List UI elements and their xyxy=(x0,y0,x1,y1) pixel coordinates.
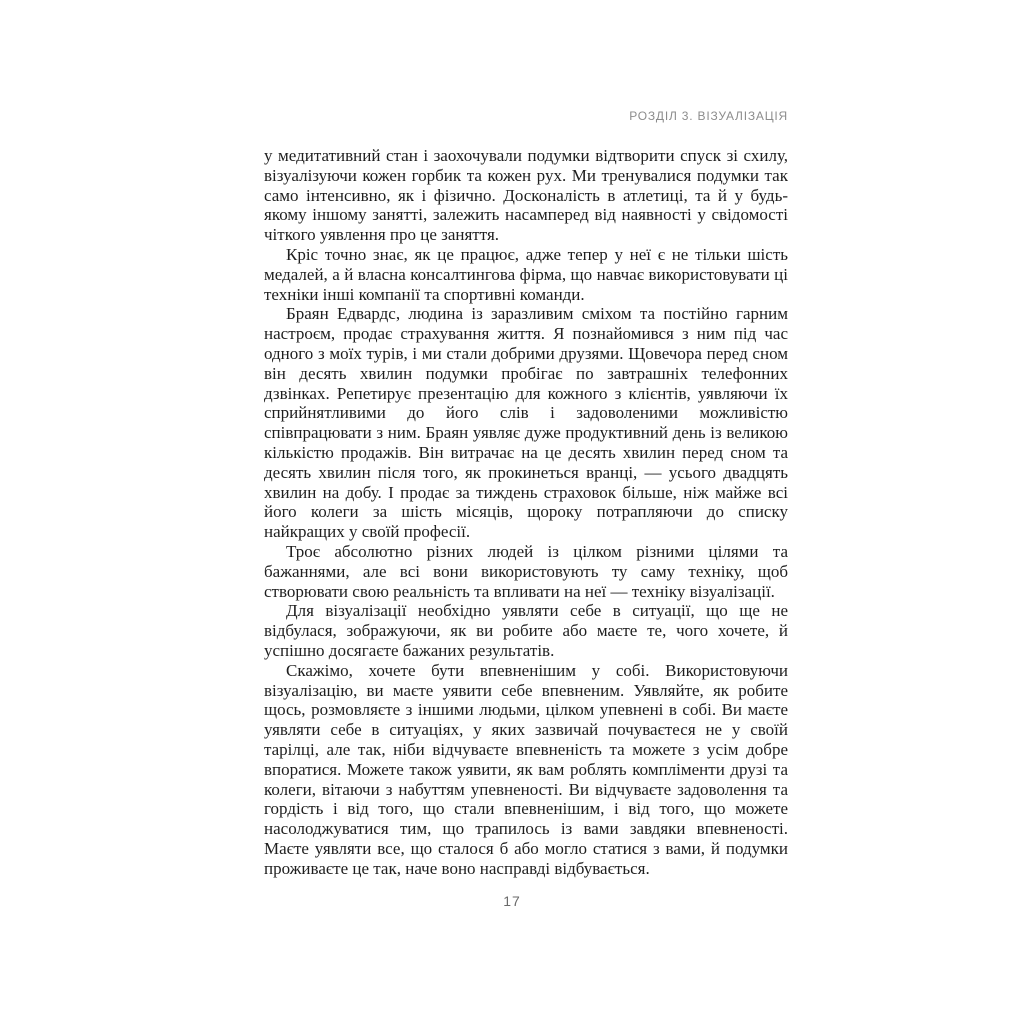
paragraph: Скажімо, хочете бути впевненішим у собі. Використовуючи візуалізацію, ви маєте уявити себе впевненим. Уявляйте, як робите щось, розмовляєте з іншими людьми, цілком упевнені в собі. Ви маєте уявляти себе в ситуаціях, у яких зазвичай почуваєтеся не у своїй тарілці, але так, ніби відчуваєте впевненість та можете з усім добре впоратися. Можете також уявити, як вам роблять компліменти друзі та колеги, вітаючи з набуттям упевненості. Ви відчуваєте задоволення та гордість і від того, що стали впевненішим, і від того, що можете насолоджуватися тим, що трапилось із вами завдяки впевненості. Маєте уявляти все, що сталося б або могло статися з вами, й подумки проживаєте це так, наче воно насправді відбувається. xyxy=(264,660,788,878)
paragraph: Кріс точно знає, як це працює, адже тепер у неї є не тільки шість медалей, а й власна консалтингова фірма, що навчає використовувати ці техніки інші компанії та спортивні команди. xyxy=(264,244,788,304)
body-text-block xyxy=(264,146,788,878)
paragraph: у медитативний стан і заохочували подумки відтворити спуск зі схилу, візуалізуючи кожен горбик та кожен рух. Ми тренувалися подумки так само інтенсивно, як і фізично. Досконалість в атлетиці, та й у будь-якому іншому занятті, залежить насамперед від наявності у свідомості чіткого уявлення про це заняття. xyxy=(264,146,788,245)
paragraph: Браян Едвардс, людина із заразливим сміхом та постійно гарним настроєм, продає страхування життя. Я познайомився з ним під час одного з моїх турів, і ми стали добрими друзями. Щовечора перед сном він десять хвилин подумки пробігає по завтрашніх телефонних дзвінках. Репетирує презентацію для кожного з клієнтів, уявляючи їх сприйнятливими до його слів і задоволеними можливістю співпрацювати з ним. Браян уявляє дуже продуктивний день із великою кількістю продажів. Він витрачає на це десять хвилин перед сном та десять хвилин після того, як прокинеться вранці, — усього двадцять хвилин на добу. І продає за тиждень страховок більше, ніж майже всі його колеги за шість місяців, щороку потрапляючи до списку найкращих у своїй професії. xyxy=(264,304,788,542)
page-number: 17 xyxy=(503,893,521,909)
paragraph: Троє абсолютно різних людей із цілком різними цілями та бажаннями, але всі вони використовують ту саму техніку, щоб створювати свою реальність та впливати на неї — техніку візуалізації. xyxy=(264,541,788,601)
paragraph: Для візуалізації необхідно уявляти себе в ситуації, що ще не відбулася, зображуючи, як ви робите або маєте те, чого хочете, й успішно досягаєте бажаних результатів. xyxy=(264,601,788,660)
running-header: РОЗДІЛ 3. ВІЗУАЛІЗАЦІЯ xyxy=(629,109,788,123)
